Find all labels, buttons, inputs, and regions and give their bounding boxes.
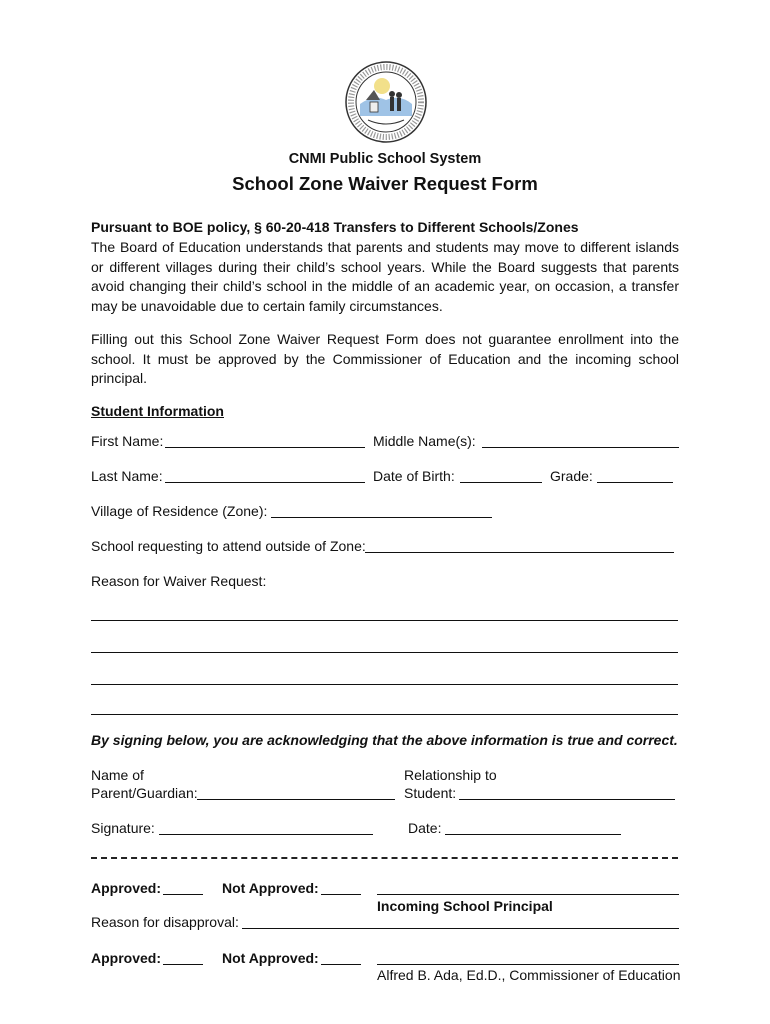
organization-name: CNMI Public School System [288, 151, 482, 167]
principal-approved-label: Approved: [91, 880, 161, 896]
student-info-heading: Student Information [91, 403, 224, 419]
principal-signature-caption: Incoming School Principal [377, 898, 553, 914]
cnmi-education-seal [344, 60, 428, 144]
village-field[interactable] [271, 517, 492, 518]
commissioner-not-approved-label: Not Approved: [222, 950, 319, 966]
parent-name-label-line1: Name of [91, 767, 144, 783]
commissioner-approved-field[interactable] [163, 964, 203, 965]
commissioner-signature-field[interactable] [377, 964, 679, 965]
first-name-label: First Name: [91, 433, 164, 449]
date-label: Date: [408, 820, 442, 836]
middle-name-label: Middle Name(s): [373, 433, 476, 449]
principal-signature-field[interactable] [377, 894, 679, 895]
last-name-field[interactable] [165, 482, 365, 483]
principal-not-approved-field[interactable] [321, 894, 361, 895]
relationship-label-line2: Student: [404, 785, 457, 801]
parent-name-label-line2: Parent/Guardian: [91, 785, 198, 801]
disapproval-reason-label: Reason for disapproval: [91, 914, 239, 930]
date-of-birth-field[interactable] [460, 482, 542, 483]
middle-name-field[interactable] [482, 447, 679, 448]
last-name-label: Last Name: [91, 468, 163, 484]
school-request-field[interactable] [365, 552, 674, 553]
commissioner-signature-caption: Alfred B. Ada, Ed.D., Commissioner of Education [377, 967, 681, 983]
disclaimer-paragraph: Filling out this School Zone Waiver Request Form does not guarantee enrollment into the school. It must be approved by the Commissioner of Education and the incoming school principal. [91, 331, 679, 386]
signature-label: Signature: [91, 820, 155, 836]
school-request-label: School requesting to attend outside of Zone: [91, 538, 366, 554]
reason-line[interactable] [91, 684, 678, 685]
reason-line[interactable] [91, 714, 678, 715]
grade-label: Grade: [550, 468, 593, 484]
date-of-birth-label: Date of Birth: [373, 468, 455, 484]
reason-line[interactable] [91, 620, 678, 621]
relationship-field[interactable] [459, 799, 675, 800]
signature-field[interactable] [159, 834, 373, 835]
first-name-field[interactable] [165, 447, 365, 448]
form-title: School Zone Waiver Request Form [232, 173, 538, 194]
policy-heading: Pursuant to BOE policy, § 60-20-418 Transfers to Different Schools/Zones [91, 219, 579, 235]
date-field[interactable] [445, 834, 621, 835]
office-use-divider [91, 857, 678, 859]
relationship-label-line1: Relationship to [404, 767, 497, 783]
acknowledgement-statement: By signing below, you are acknowledging that the above information is true and correct. [91, 732, 678, 748]
reason-line[interactable] [91, 652, 678, 653]
policy-paragraph: The Board of Education understands that parents and students may move to different islands or different villages during their child’s school years. While the Board suggests that parents avoid changing their child’s school in the middle of an academic year, on occasion, a transfer may be unavoidable due to certain family circumstances. [91, 239, 679, 314]
village-label: Village of Residence (Zone): [91, 503, 268, 519]
principal-not-approved-label: Not Approved: [222, 880, 319, 896]
commissioner-not-approved-field[interactable] [321, 964, 361, 965]
principal-approved-field[interactable] [163, 894, 203, 895]
commissioner-approved-label: Approved: [91, 950, 161, 966]
parent-name-field[interactable] [197, 799, 395, 800]
reason-label: Reason for Waiver Request: [91, 573, 267, 589]
grade-field[interactable] [597, 482, 673, 483]
disapproval-reason-field[interactable] [242, 928, 679, 929]
